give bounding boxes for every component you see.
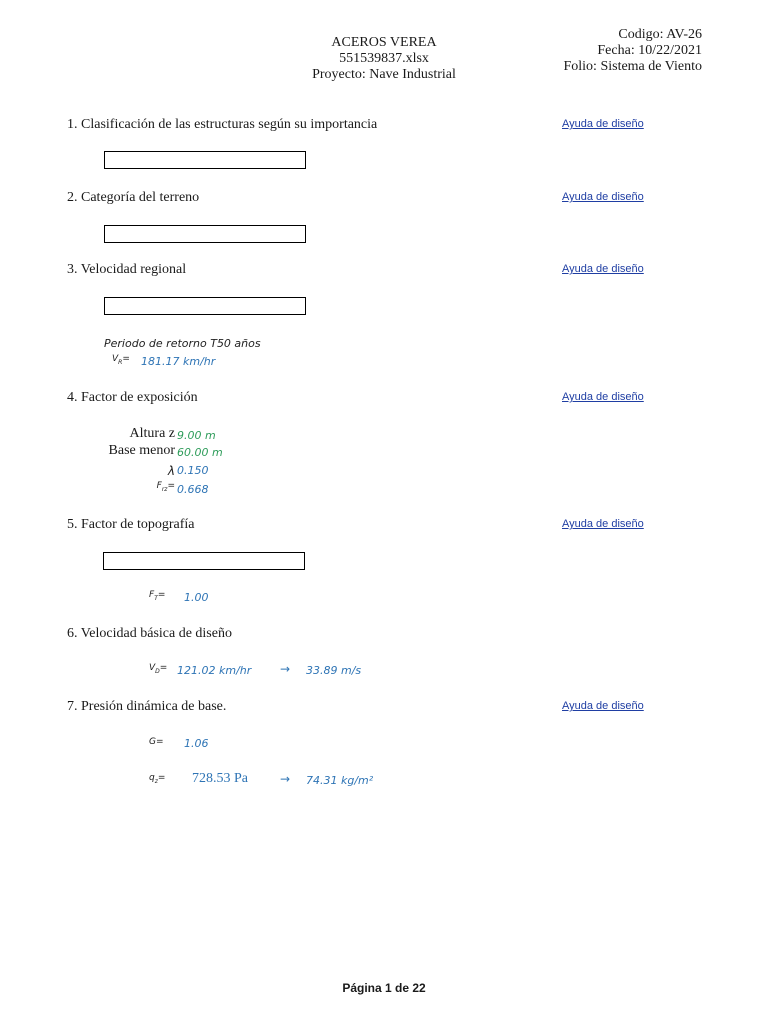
section-1-title: 1. Clasificación de las estructuras según su importancia <box>67 117 378 132</box>
document-date: Fecha: 10/22/2021 <box>597 43 702 58</box>
g-value: 1.06 <box>184 737 209 750</box>
lambda-label: λ <box>167 464 175 478</box>
terrain-category-field[interactable] <box>104 225 306 243</box>
return-period-note: Periodo de retorno T50 años <box>104 337 261 350</box>
qz-kg-value: 74.31 kg/m² <box>306 774 374 787</box>
importance-class-field[interactable] <box>104 151 306 169</box>
ft-value: 1.00 <box>184 591 209 604</box>
height-value: 9.00 m <box>177 429 216 442</box>
base-value: 60.00 m <box>177 446 223 459</box>
base-label: Base menor <box>108 443 175 458</box>
vd-kmh-value: 121.02 km/hr <box>177 664 252 677</box>
topography-field[interactable] <box>103 552 305 570</box>
project-name: Proyecto: Nave Industrial <box>312 67 456 82</box>
vd-label: $V_D=$ <box>149 663 168 675</box>
frz-value: 0.668 <box>177 483 209 496</box>
section-3-title: 3. Velocidad regional <box>67 262 187 277</box>
qz-pa-value: 728.53 Pa <box>192 771 248 786</box>
section-7-title: 7. Presión dinámica de base. <box>67 699 227 714</box>
vr-value: 181.17 km/hr <box>141 355 216 368</box>
help-link-2[interactable]: Ayuda de diseño <box>562 191 644 203</box>
arrow-right-icon: → <box>280 662 291 676</box>
file-name: 551539837.xlsx <box>339 51 429 66</box>
help-link-1[interactable]: Ayuda de diseño <box>562 118 644 130</box>
g-label: G= <box>149 737 164 747</box>
ft-label: $F_T=$ <box>149 590 166 602</box>
help-link-3[interactable]: Ayuda de diseño <box>562 263 644 275</box>
vd-ms-value: 33.89 m/s <box>306 664 362 677</box>
lambda-value: 0.150 <box>177 464 209 477</box>
help-link-4[interactable]: Ayuda de diseño <box>562 391 644 403</box>
help-link-7[interactable]: Ayuda de diseño <box>562 700 644 712</box>
section-6-title: 6. Velocidad básica de diseño <box>67 626 232 641</box>
frz-label: $F_{rz}=$ <box>156 481 175 493</box>
section-4-title: 4. Factor de exposición <box>67 390 198 405</box>
arrow-right-icon: → <box>280 772 291 786</box>
document-folio: Folio: Sistema de Viento <box>563 59 702 74</box>
vr-label: $V_R=$ <box>112 354 130 366</box>
regional-speed-field[interactable] <box>104 297 306 315</box>
section-5-title: 5. Factor de topografía <box>67 517 195 532</box>
qz-label: $q_z=$ <box>149 773 166 785</box>
document-code: Codigo: AV-26 <box>618 27 702 42</box>
help-link-5[interactable]: Ayuda de diseño <box>562 518 644 530</box>
height-label: Altura z <box>129 426 175 441</box>
page-number: Página 1 de 22 <box>342 981 426 995</box>
company-name: ACEROS VEREA <box>331 35 437 50</box>
section-2-title: 2. Categoría del terreno <box>67 190 200 205</box>
